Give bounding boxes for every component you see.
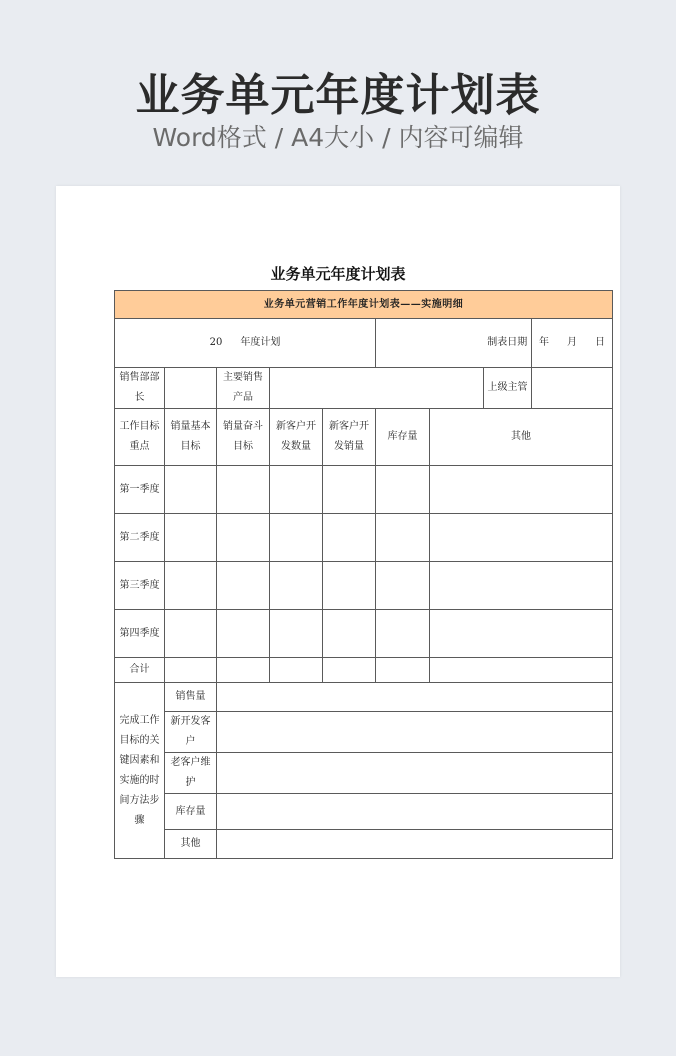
- cell[interactable]: [217, 658, 270, 683]
- quarter-label: 第三季度: [115, 562, 165, 610]
- cell[interactable]: [323, 610, 376, 658]
- quarter-label: 第二季度: [115, 514, 165, 562]
- cell[interactable]: [270, 610, 323, 658]
- cell[interactable]: [217, 514, 270, 562]
- cell[interactable]: [376, 562, 430, 610]
- date-day: 日: [595, 337, 606, 348]
- cell[interactable]: [165, 562, 217, 610]
- cell[interactable]: [323, 658, 376, 683]
- quarter-label: 第一季度: [115, 466, 165, 514]
- year-prefix: 20: [209, 337, 223, 348]
- header-inventory: 库存量: [376, 409, 430, 466]
- cell[interactable]: [430, 610, 613, 658]
- cell[interactable]: [270, 658, 323, 683]
- total-label: 合计: [115, 658, 165, 683]
- date-year: 年: [539, 337, 550, 348]
- factor-label: 销售量: [165, 683, 217, 712]
- hero-title: 业务单元年度计划表: [135, 70, 541, 121]
- supervisor-label: 上级主管: [484, 368, 532, 409]
- cell[interactable]: [430, 658, 613, 683]
- cell[interactable]: [376, 610, 430, 658]
- cell[interactable]: [323, 514, 376, 562]
- factor-label: 其他: [165, 830, 217, 859]
- document-page: [56, 186, 620, 977]
- cell[interactable]: [376, 466, 430, 514]
- factors-label: 完成工作目标的关键因素和实施的时间方法步骤: [115, 683, 165, 859]
- header-focus: 工作目标重点: [115, 409, 165, 466]
- table-banner: 业务单元营销工作年度计划表——实施明细: [115, 291, 613, 319]
- hero-subtitle: Word格式 / A4大小 / 内容可编辑: [152, 123, 524, 152]
- cell[interactable]: [270, 514, 323, 562]
- header-other: 其他: [430, 409, 613, 466]
- sales-head-input[interactable]: [165, 368, 217, 409]
- factor-input[interactable]: [217, 794, 613, 830]
- sales-head-label: 销售部部长: [115, 368, 165, 409]
- quarter-label: 第四季度: [115, 610, 165, 658]
- cell[interactable]: [165, 658, 217, 683]
- cell[interactable]: [430, 514, 613, 562]
- cell[interactable]: [165, 466, 217, 514]
- factor-input[interactable]: [217, 753, 613, 794]
- plan-table: [114, 290, 613, 859]
- year-plan-cell[interactable]: [115, 319, 376, 368]
- cell[interactable]: [270, 466, 323, 514]
- cell[interactable]: [165, 610, 217, 658]
- factor-label: 老客户维护: [165, 753, 217, 794]
- cell[interactable]: [217, 562, 270, 610]
- header-basic-target: 销量基本目标: [165, 409, 217, 466]
- cell[interactable]: [376, 658, 430, 683]
- cell[interactable]: [430, 466, 613, 514]
- date-value-cell[interactable]: [532, 319, 613, 368]
- header-new-customers: 新客户开发数量: [270, 409, 323, 466]
- factor-label: 新开发客户: [165, 712, 217, 753]
- date-label: 制表日期: [484, 319, 532, 368]
- main-products-input[interactable]: [270, 368, 484, 409]
- cell[interactable]: [323, 466, 376, 514]
- factor-label: 库存量: [165, 794, 217, 830]
- supervisor-input[interactable]: [532, 368, 613, 409]
- cell[interactable]: [270, 562, 323, 610]
- cell[interactable]: [217, 466, 270, 514]
- document-title: 业务单元年度计划表: [270, 265, 406, 283]
- cell[interactable]: [217, 610, 270, 658]
- cell[interactable]: [430, 562, 613, 610]
- factor-input[interactable]: [217, 830, 613, 859]
- factor-input[interactable]: [217, 712, 613, 753]
- factor-input[interactable]: [217, 683, 613, 712]
- header-stretch-target: 销量奋斗目标: [217, 409, 270, 466]
- main-products-label: 主要销售产品: [217, 368, 270, 409]
- cell[interactable]: [376, 514, 430, 562]
- date-month: 月: [567, 337, 578, 348]
- year-plan-label: 年度计划: [240, 337, 281, 348]
- cell[interactable]: [323, 562, 376, 610]
- cell[interactable]: [165, 514, 217, 562]
- header-new-customer-sales: 新客户开发销量: [323, 409, 376, 466]
